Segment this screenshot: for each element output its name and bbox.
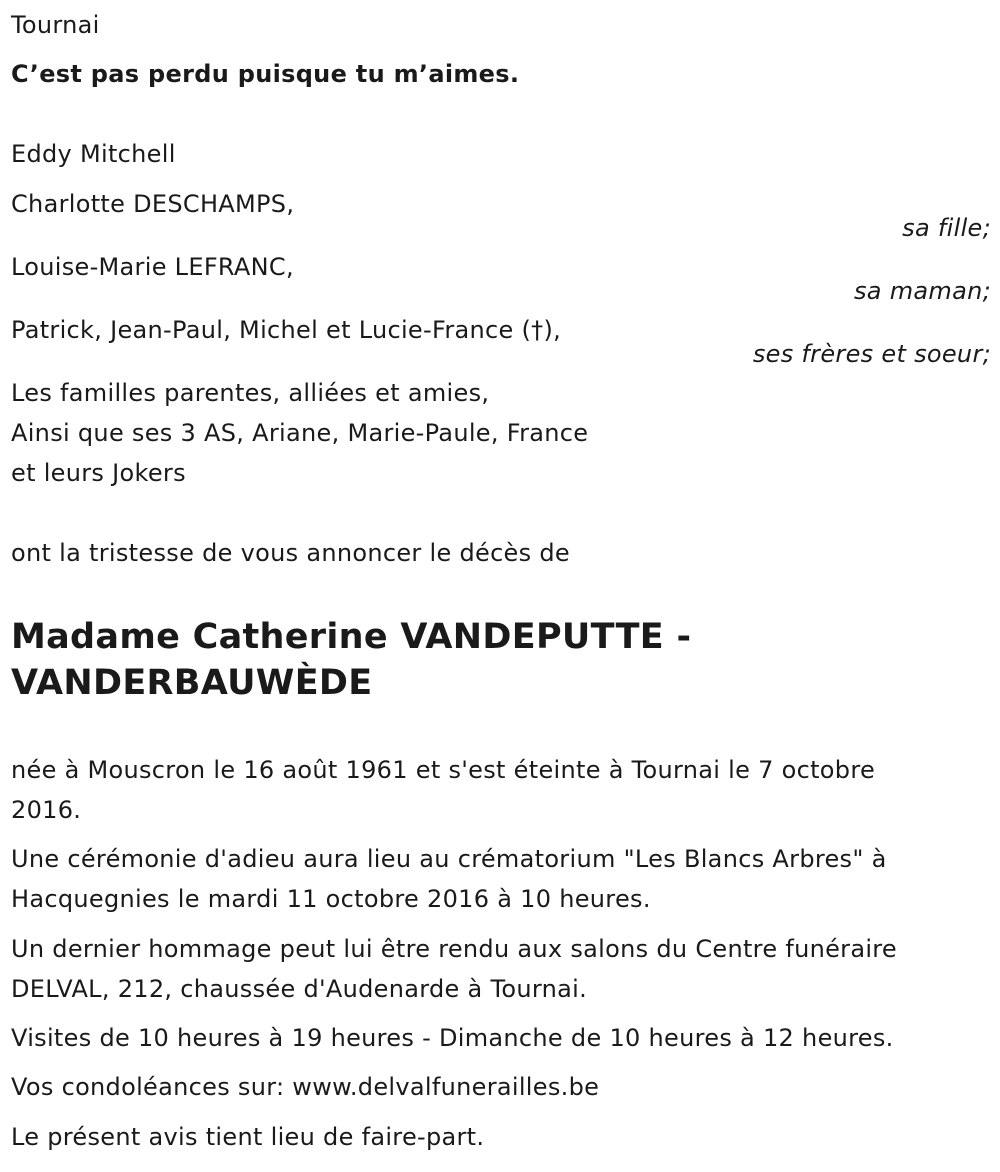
notice-text: Le présent avis tient lieu de faire-part. (11, 1123, 485, 1151)
others-line: et leurs Jokers (11, 459, 186, 487)
quote: C’est pas perdu puisque tu m’aimes. (11, 60, 520, 88)
ceremony-paragraph (11, 839, 887, 919)
deceased-name-line1: Madame Catherine VANDEPUTTE - (11, 617, 692, 657)
condolences-text: Vos condoléances sur: www.delvalfunerailles.be (11, 1073, 600, 1101)
tribute-paragraph (11, 929, 897, 1009)
obituary-notice (11, 0, 991, 1172)
others-line: Ainsi que ses 3 AS, Ariane, Marie-Paule, France (11, 419, 589, 447)
family-name-mother: Louise-Marie LEFRANC, (11, 253, 294, 281)
paragraph-line: Hacquegnies le mardi 11 octobre 2016 à 10 heures. (11, 885, 651, 913)
announcement: ont la tristesse de vous annoncer le décès de (11, 539, 570, 567)
deceased-name (11, 614, 691, 706)
family-relation-daughter: sa fille; (902, 214, 991, 242)
others-line: Les familles parentes, alliées et amies, (11, 379, 490, 407)
paragraph-line: née à Mouscron le 16 août 1961 et s'est éteinte à Tournai le 7 octobre (11, 756, 876, 784)
birth-death-paragraph (11, 750, 875, 830)
paragraph-line: Une cérémonie d'adieu aura lieu au crématorium "Les Blancs Arbres" à (11, 845, 887, 873)
family-name-daughter: Charlotte DESCHAMPS, (11, 190, 295, 218)
visits-text: Visites de 10 heures à 19 heures - Dimanche de 10 heures à 12 heures. (11, 1024, 894, 1052)
family-relation-mother: sa maman; (853, 277, 991, 305)
quote-author: Eddy Mitchell (11, 140, 176, 168)
paragraph-line: Un dernier hommage peut lui être rendu aux salons du Centre funéraire (11, 935, 897, 963)
paragraph-line: DELVAL, 212, chaussée d'Audenarde à Tournai. (11, 975, 587, 1003)
paragraph-line: 2016. (11, 796, 82, 824)
deceased-name-line2: VANDERBAUWÈDE (11, 663, 373, 703)
family-name-siblings: Patrick, Jean-Paul, Michel et Lucie-France (†), (11, 316, 562, 344)
location: Tournai (11, 11, 100, 39)
family-relation-siblings: ses frères et soeur; (752, 340, 991, 368)
